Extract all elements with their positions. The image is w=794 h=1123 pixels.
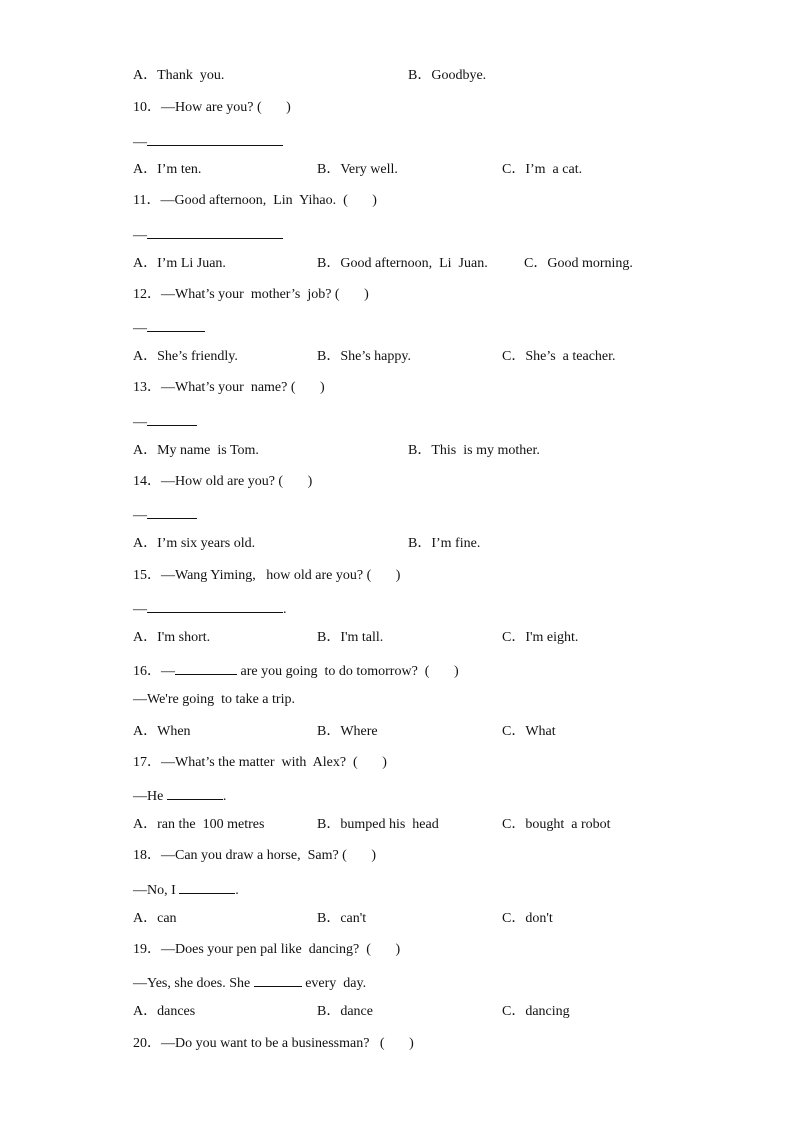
q12-option-b: B．She’s happy.: [317, 349, 411, 364]
q15-option-c: C．I'm eight.: [502, 630, 579, 645]
q11-option-a: A．I’m Li Juan.: [133, 256, 226, 271]
q18-option-c: C．don't: [502, 911, 553, 926]
q10-option-a: A．I’m ten.: [133, 162, 202, 177]
q12-option-a: A．She’s friendly.: [133, 349, 238, 364]
q11-question: 11．—Good afternoon, Lin Yihao. ( ): [133, 193, 377, 208]
q18-answer-line: —No, I .: [133, 880, 239, 899]
q16-question: 16．— are you going to do tomorrow? ( ): [133, 661, 459, 680]
q14-option-b: B．I’m fine.: [408, 536, 481, 551]
q17-option-b: B．bumped his head: [317, 817, 439, 832]
q16-option-c: C．What: [502, 724, 556, 739]
q17-option-c: C．bought a robot: [502, 817, 611, 832]
q16-option-a: A．When: [133, 724, 191, 739]
q11-answer-line: —: [133, 225, 283, 244]
q16-option-b: B．Where: [317, 724, 378, 739]
q14-option-a: A．I’m six years old.: [133, 536, 256, 551]
q9-option-b: B．Goodbye.: [408, 68, 487, 83]
q10-option-c: C．I’m a cat.: [502, 162, 583, 177]
q17-option-a: A．ran the 100 metres: [133, 817, 265, 832]
q10-option-b: B．Very well.: [317, 162, 398, 177]
q18-question: 18．—Can you draw a horse, Sam? ( ): [133, 848, 377, 863]
q15-option-b: B．I'm tall.: [317, 630, 384, 645]
q19-option-b: B．dance: [317, 1004, 373, 1019]
q15-question: 15．—Wang Yiming, how old are you? ( ): [133, 568, 401, 583]
q13-question: 13．—What’s your name? ( ): [133, 380, 325, 395]
q14-answer-line: —: [133, 505, 197, 524]
q16-answer-line: —We're going to take a trip.: [133, 692, 295, 707]
q17-answer-line: —He .: [133, 786, 226, 805]
q10-question: 10．—How are you? ( ): [133, 100, 291, 115]
q9-option-a: A．Thank you.: [133, 68, 225, 83]
q10-answer-line: —: [133, 132, 283, 151]
q14-question: 14．—How old are you? ( ): [133, 474, 313, 489]
q19-option-a: A．dances: [133, 1004, 196, 1019]
q12-question: 12．—What’s your mother’s job? ( ): [133, 287, 369, 302]
q13-option-b: B．This is my mother.: [408, 443, 540, 458]
q12-answer-line: —: [133, 318, 205, 337]
q19-question: 19．—Does your pen pal like dancing? ( ): [133, 942, 401, 957]
q18-option-b: B．can't: [317, 911, 367, 926]
q13-answer-line: —: [133, 412, 197, 431]
q12-option-c: C．She’s a teacher.: [502, 349, 616, 364]
q15-option-a: A．I'm short.: [133, 630, 211, 645]
q19-option-c: C．dancing: [502, 1004, 570, 1019]
q15-answer-line: — .: [133, 599, 287, 618]
q11-option-b: B．Good afternoon, Li Juan.: [317, 256, 488, 271]
q17-question: 17．—What’s the matter with Alex? ( ): [133, 755, 387, 770]
q13-option-a: A．My name is Tom.: [133, 443, 259, 458]
q18-option-a: A．can: [133, 911, 177, 926]
q11-option-c: C．Good morning.: [524, 256, 633, 271]
q19-answer-line: —Yes, she does. She every day.: [133, 973, 366, 992]
q20-question: 20．—Do you want to be a businessman? ( ): [133, 1036, 414, 1051]
